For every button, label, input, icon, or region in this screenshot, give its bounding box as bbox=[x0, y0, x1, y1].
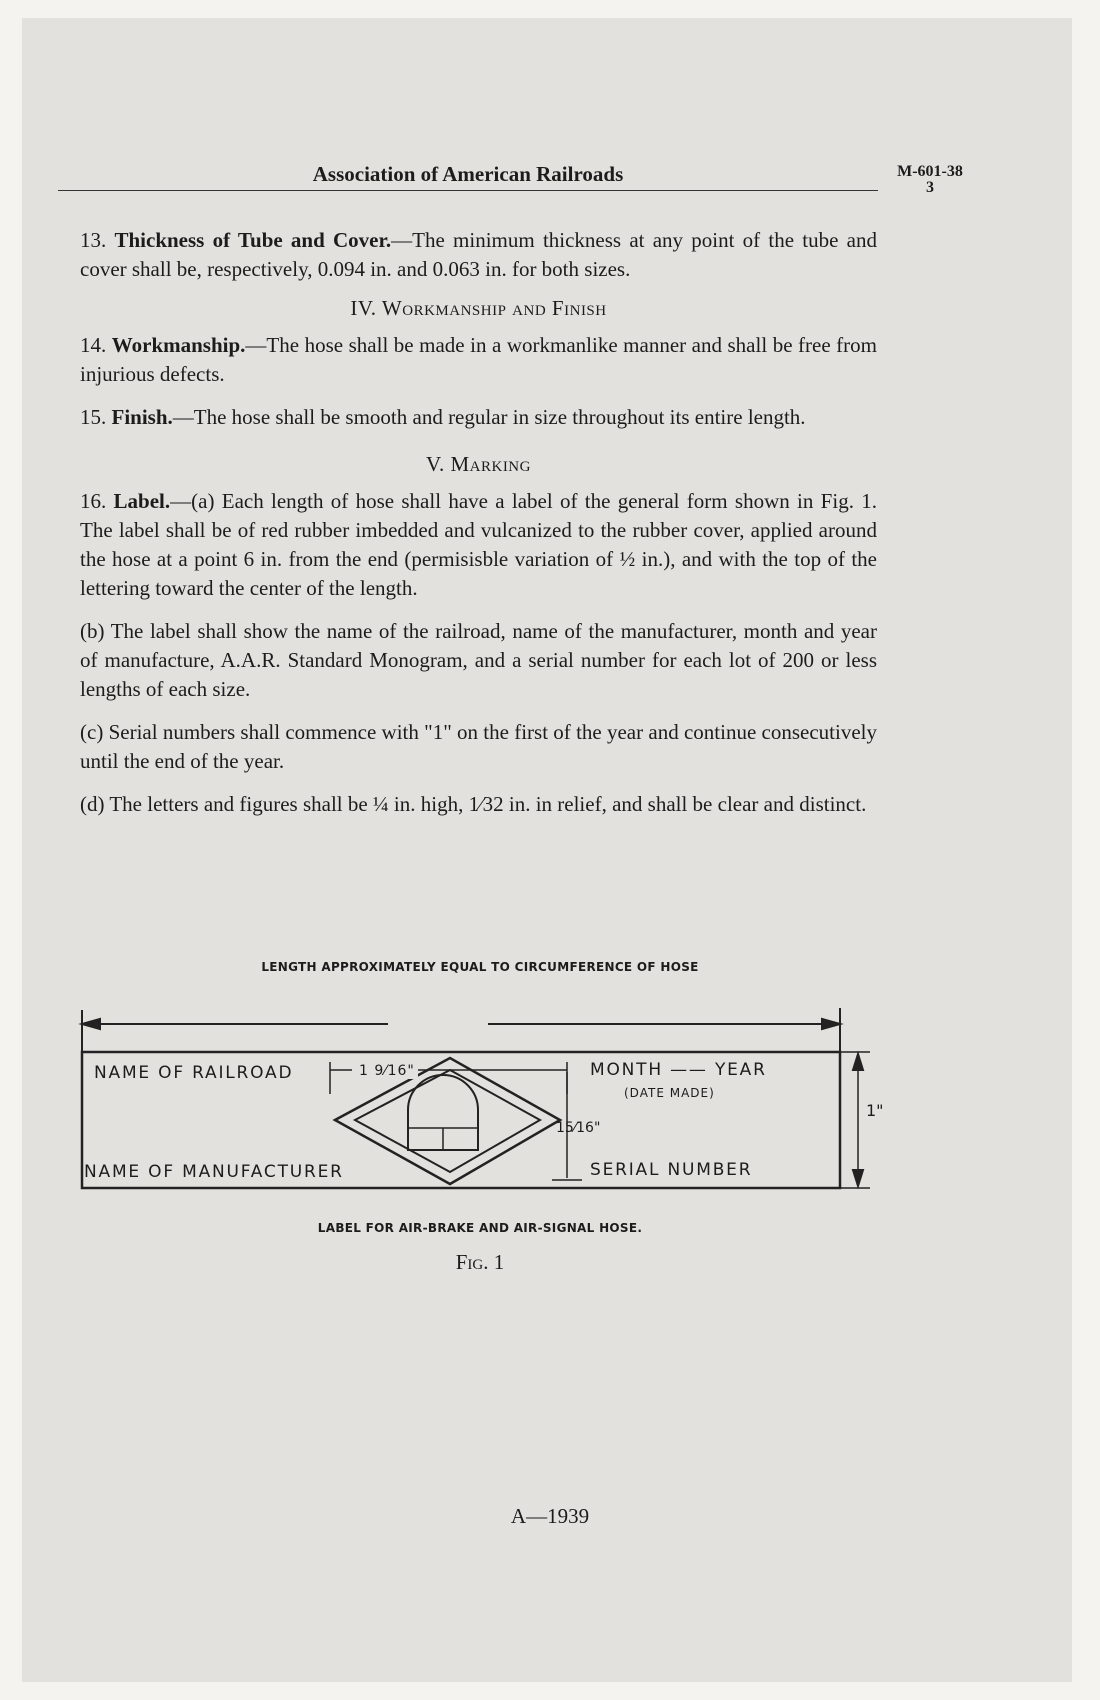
paragraph-16c: (c) Serial numbers shall commence with "1" on the first of the year and continue consecutively until the end of the year. bbox=[80, 720, 877, 773]
paragraph-13 bbox=[80, 226, 877, 284]
para-heading: Thickness of Tube and Cover. bbox=[114, 228, 392, 252]
para-heading: Label. bbox=[113, 489, 171, 513]
paragraph-15 bbox=[80, 403, 877, 432]
figure-caption: LABEL FOR AIR-BRAKE AND AIR-SIGNAL HOSE. bbox=[317, 1221, 643, 1235]
arrowhead-right-icon bbox=[822, 1019, 840, 1029]
figure-length-label: LENGTH APPROXIMATELY EQUAL TO CIRCUMFERENCE OF HOSE bbox=[261, 960, 699, 974]
para-number: 13. bbox=[80, 228, 107, 252]
label-date-made: (DATE MADE) bbox=[624, 1086, 715, 1100]
page-footer: A—1939 bbox=[510, 1504, 590, 1528]
figure-number: Fig. 1 bbox=[455, 1250, 505, 1274]
arrowhead-down-icon bbox=[853, 1170, 863, 1186]
page-number: 3 bbox=[926, 179, 934, 196]
label-name-of-railroad: NAME OF RAILROAD bbox=[94, 1063, 294, 1083]
paragraph-16d: (d) The letters and figures shall be ¼ in. high, 1⁄32 in. in relief, and shall be clear and distinct. bbox=[80, 792, 867, 816]
spec-number: M-601-38 bbox=[897, 163, 963, 180]
arrowhead-left-icon bbox=[82, 1019, 100, 1029]
label-name-of-manufacturer: NAME OF MANUFACTURER bbox=[84, 1162, 344, 1182]
paragraph-16a bbox=[80, 487, 877, 603]
running-header bbox=[58, 146, 878, 191]
arrowhead-up-icon bbox=[853, 1054, 863, 1070]
para-number: 16. bbox=[80, 489, 107, 513]
label-width-dimension: 1 9⁄16" bbox=[356, 1063, 418, 1079]
para-number: 15. bbox=[80, 405, 107, 429]
label-one-inch: 1" bbox=[866, 1101, 884, 1120]
paragraph-16b: (b) The label shall show the name of the railroad, name of the manufacturer, month and year of manufacture, A.A.R. Standard Monogram, and a serial number for each lot of 200 or less lengths of each size. bbox=[80, 619, 877, 701]
section-heading-iv: IV. Workmanship and Finish bbox=[350, 296, 607, 320]
header-title: Association of American Railroads bbox=[312, 162, 624, 186]
para-heading: Workmanship. bbox=[111, 333, 246, 357]
para-text: —The hose shall be smooth and regular in size throughout its entire length. bbox=[172, 405, 806, 429]
label-drawing bbox=[70, 1000, 890, 1220]
para-text: —(a) Each length of hose shall have a label of the general form shown in Fig. 1. The label shall be of red rubber imbedded and vulcanized to the rubber cover, applied around the hose at a point 6 in. from the end (permisisble variation of ½ in.), and with the top of the lettering toward the center of the length. bbox=[80, 489, 877, 600]
para-text: —The hose shall be made in a workmanlike manner and shall be free from injurious defects. bbox=[80, 333, 878, 386]
paragraph-14 bbox=[80, 331, 877, 389]
label-serial-number: SERIAL NUMBER bbox=[590, 1160, 753, 1180]
document-code bbox=[888, 164, 972, 196]
monogram-inner-diamond bbox=[355, 1070, 540, 1172]
figure-1 bbox=[70, 960, 890, 1280]
para-number: 14. bbox=[80, 333, 107, 357]
para-heading: Finish. bbox=[111, 405, 173, 429]
label-month-year: MONTH —— YEAR bbox=[590, 1060, 767, 1080]
para-text: —The minimum thickness at any point of the tube and cover shall be, respectively, 0.094 in. and 0.063 in. for both sizes. bbox=[80, 228, 878, 281]
section-heading-v: V. Marking bbox=[426, 452, 531, 476]
label-height-dimension: 15⁄16" bbox=[556, 1120, 601, 1136]
body-text bbox=[80, 226, 877, 819]
